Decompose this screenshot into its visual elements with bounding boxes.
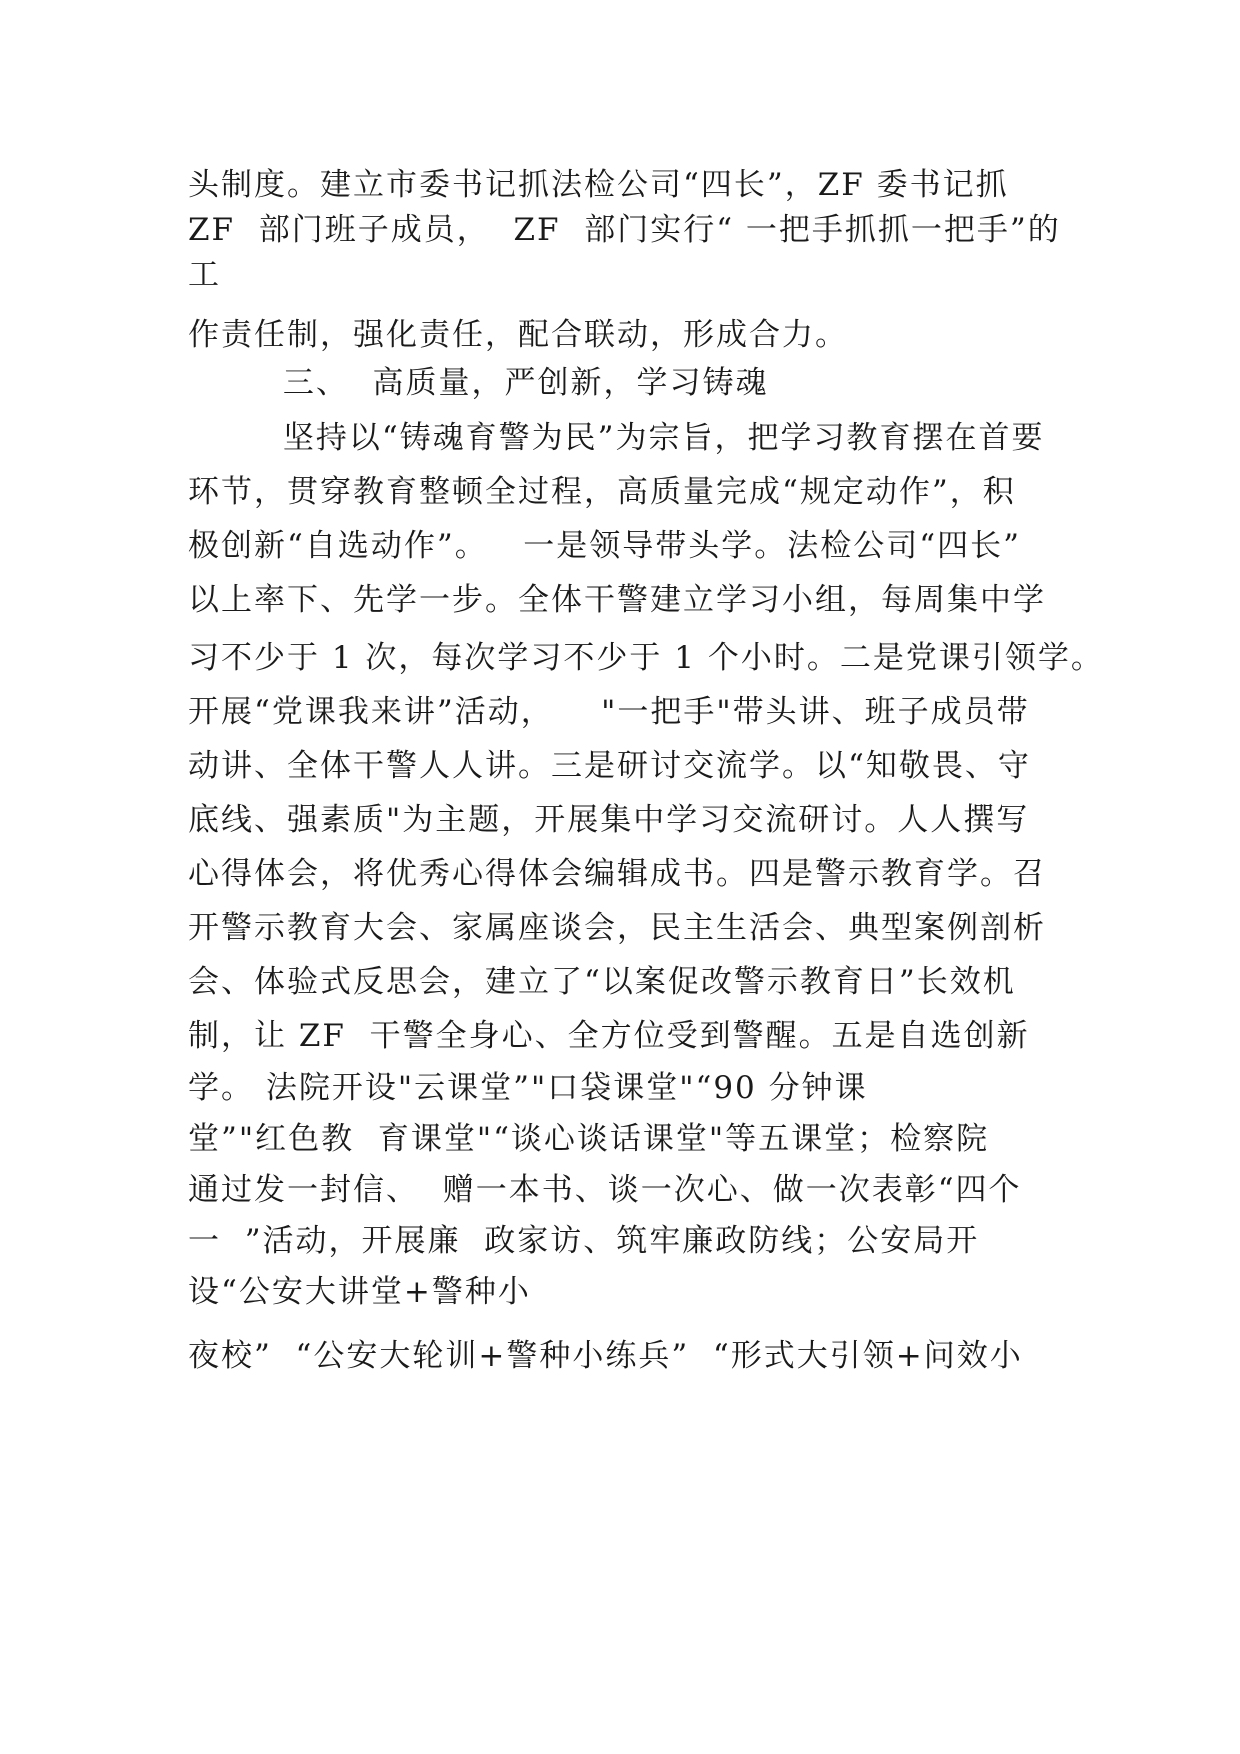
text-line: 夜校” “公安大轮训+警种小练兵” “形式大引领+问效小 xyxy=(188,1338,1023,1374)
text-line: 坚持以“铸魂育警为民”为宗旨，把学习教育摆在首要 xyxy=(188,420,1045,456)
text-line: 习不少于 1 次，每次学习不少于 1 个小时。二是党课引领学。 xyxy=(188,640,1104,676)
text-line: 开展“党课我来讲”活动， "一把手"带头讲、班子成员带 xyxy=(188,694,1030,730)
text-line: 堂”"红色教 育课堂"“谈心谈话课堂"等五课堂；检察院 xyxy=(188,1121,990,1157)
text-line: 会、体验式反思会，建立了“以案促改警示教育日”长效机 xyxy=(188,964,1016,1000)
text-line: 底线、强素质"为主题，开展集中学习交流研讨。人人撰写 xyxy=(188,802,1030,838)
text-line: 设“公安大讲堂+警种小 xyxy=(188,1274,531,1310)
text-line: 制，让 ZF 干警全身心、全方位受到警醒。五是自选创新 xyxy=(188,1018,1030,1054)
text-line: ZF 部门班子成员， ZF 部门实行“ 一把手抓抓一把手”的 xyxy=(188,212,1061,248)
text-line: 环节，贯穿教育整顿全过程，高质量完成“规定动作”，积 xyxy=(188,474,1016,510)
text-line: 作责任制，强化责任，配合联动，形成合力。 xyxy=(188,317,848,353)
text-line: 极创新“自选动作”。 一是领导带头学。法检公司“四长” xyxy=(188,528,1021,564)
text-line: 开警示教育大会、家属座谈会，民主生活会、典型案例剖析 xyxy=(188,910,1046,946)
text-line: 头制度。建立市委书记抓法检公司“四长”，ZF 委书记抓 xyxy=(188,167,1009,203)
text-line: 心得体会，将优秀心得体会编辑成书。四是警示教育学。召 xyxy=(188,856,1046,892)
text-line: 学。 法院开设"云课堂”"口袋课堂"“90 分钟课 xyxy=(188,1070,868,1106)
text-line: 工 xyxy=(188,257,221,293)
text-line: 一 ”活动，开展廉 政家访、筑牢廉政防线；公安局开 xyxy=(188,1223,980,1259)
section-heading: 三、 高质量，严创新，学习铸魂 xyxy=(188,365,769,401)
text-line: 通过发一封信、 赠一本书、谈一次心、做一次表彰“四个 xyxy=(188,1172,1022,1208)
text-line: 以上率下、先学一步。全体干警建立学习小组，每周集中学 xyxy=(188,582,1046,618)
text-line: 动讲、全体干警人人讲。三是研讨交流学。以“知敬畏、守 xyxy=(188,748,1031,784)
